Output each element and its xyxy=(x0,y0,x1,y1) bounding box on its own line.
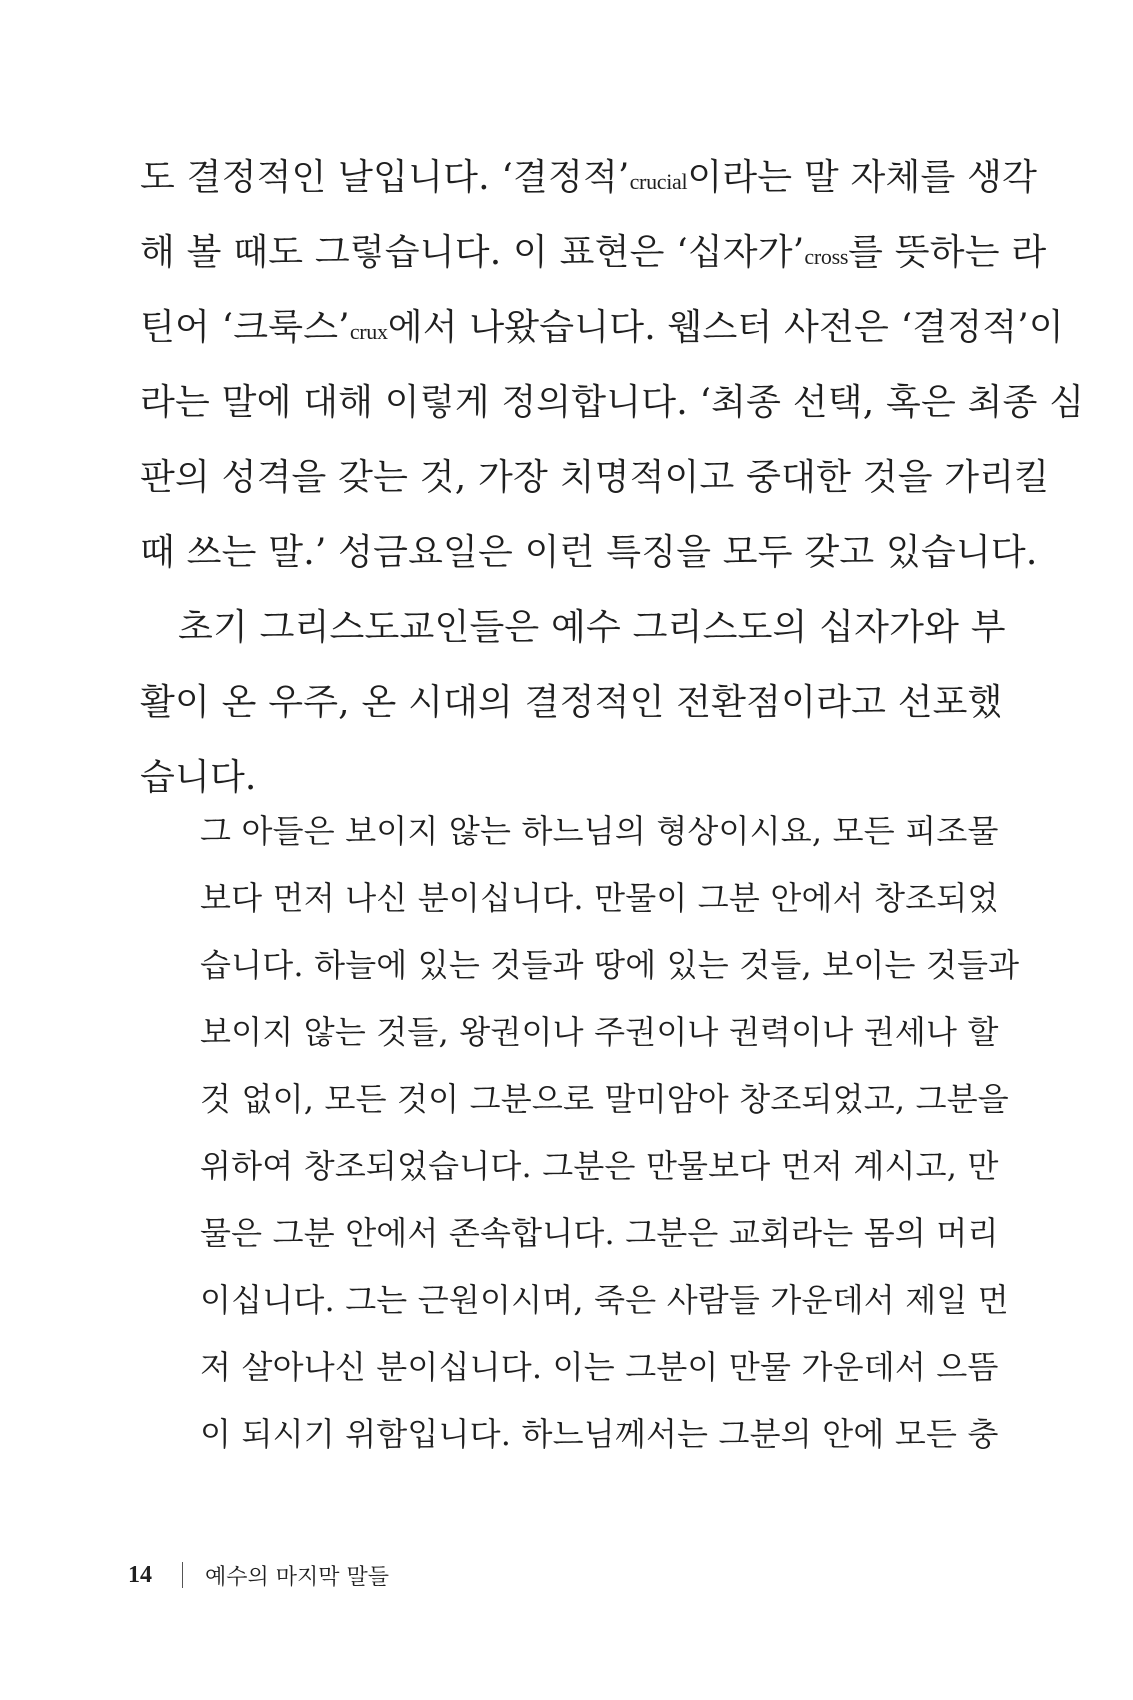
latin-gloss: crucial xyxy=(629,169,688,194)
body-text-segment: 때 쓰는 말.’ 성금요일은 이런 특징을 모두 갖고 있습니다. xyxy=(140,532,1038,573)
body-line xyxy=(140,515,1038,590)
quote-line: 보이지 않는 것들, 왕권이나 주권이나 권력이나 권세나 할 xyxy=(200,1013,999,1051)
page-footer xyxy=(128,1555,389,1595)
body-line xyxy=(140,665,1003,740)
running-title: 예수의 마지막 말들 xyxy=(205,1564,390,1590)
body-text-segment: 이라는 말 자체를 생각 xyxy=(687,157,1038,198)
body-text-segment: 에서 나왔습니다. 웹스터 사전은 ‘결정적’이 xyxy=(387,307,1064,348)
body-text-segment: 틴어 ‘크룩스’ xyxy=(140,307,350,348)
quote-line: 이 되시기 위함입니다. 하느님께서는 그분의 안에 모든 충 xyxy=(200,1415,999,1453)
latin-gloss: crux xyxy=(349,319,388,344)
quote-line: 저 살아나신 분이십니다. 이는 그분이 만물 가운데서 으뜸 xyxy=(200,1348,999,1386)
scripture-quote xyxy=(200,798,1020,1468)
body-text-segment: 를 뜻하는 라 xyxy=(848,232,1047,273)
quote-line: 위하여 창조되었습니다. 그분은 만물보다 먼저 계시고, 만 xyxy=(200,1147,999,1185)
body-text-segment: 라는 말에 대해 이렇게 정의합니다. ‘최종 선택, 혹은 최종 심 xyxy=(140,382,1085,423)
quote-line: 물은 그분 안에서 존속합니다. 그분은 교회라는 몸의 머리 xyxy=(200,1214,999,1252)
body-line xyxy=(140,365,1085,440)
body-text-segment: 습니다. xyxy=(140,757,257,798)
body-paragraphs xyxy=(140,140,1085,815)
quote-line: 이십니다. 그는 근원이시며, 죽은 사람들 가운데서 제일 먼 xyxy=(200,1281,1009,1319)
page-number: 14 xyxy=(128,1561,152,1588)
body-line xyxy=(140,215,1047,290)
body-text-segment: 활이 온 우주, 온 시대의 결정적인 전환점이라고 선포했 xyxy=(140,682,1003,723)
body-line xyxy=(140,440,1050,515)
body-text-segment: 해 볼 때도 그렇습니다. 이 표현은 ‘십자가’ xyxy=(140,232,805,273)
body-text-segment: 도 결정적인 날입니다. ‘결정적’ xyxy=(140,157,630,198)
body-text-segment: 판의 성격을 갖는 것, 가장 치명적이고 중대한 것을 가리킬 xyxy=(140,457,1050,498)
body-line xyxy=(140,590,1006,665)
quote-line: 것 없이, 모든 것이 그분으로 말미암아 창조되었고, 그분을 xyxy=(200,1080,1009,1118)
latin-gloss: cross xyxy=(804,244,849,269)
body-text-segment: 초기 그리스도교인들은 예수 그리스도의 십자가와 부 xyxy=(178,607,1006,648)
quote-line: 보다 먼저 나신 분이십니다. 만물이 그분 안에서 창조되었 xyxy=(200,879,999,917)
footer-divider xyxy=(182,1562,183,1588)
body-line xyxy=(140,290,1064,365)
quote-line: 습니다. 하늘에 있는 것들과 땅에 있는 것들, 보이는 것들과 xyxy=(200,946,1020,984)
body-line xyxy=(140,140,1038,215)
quote-line: 그 아들은 보이지 않는 하느님의 형상이시요, 모든 피조물 xyxy=(200,812,999,850)
